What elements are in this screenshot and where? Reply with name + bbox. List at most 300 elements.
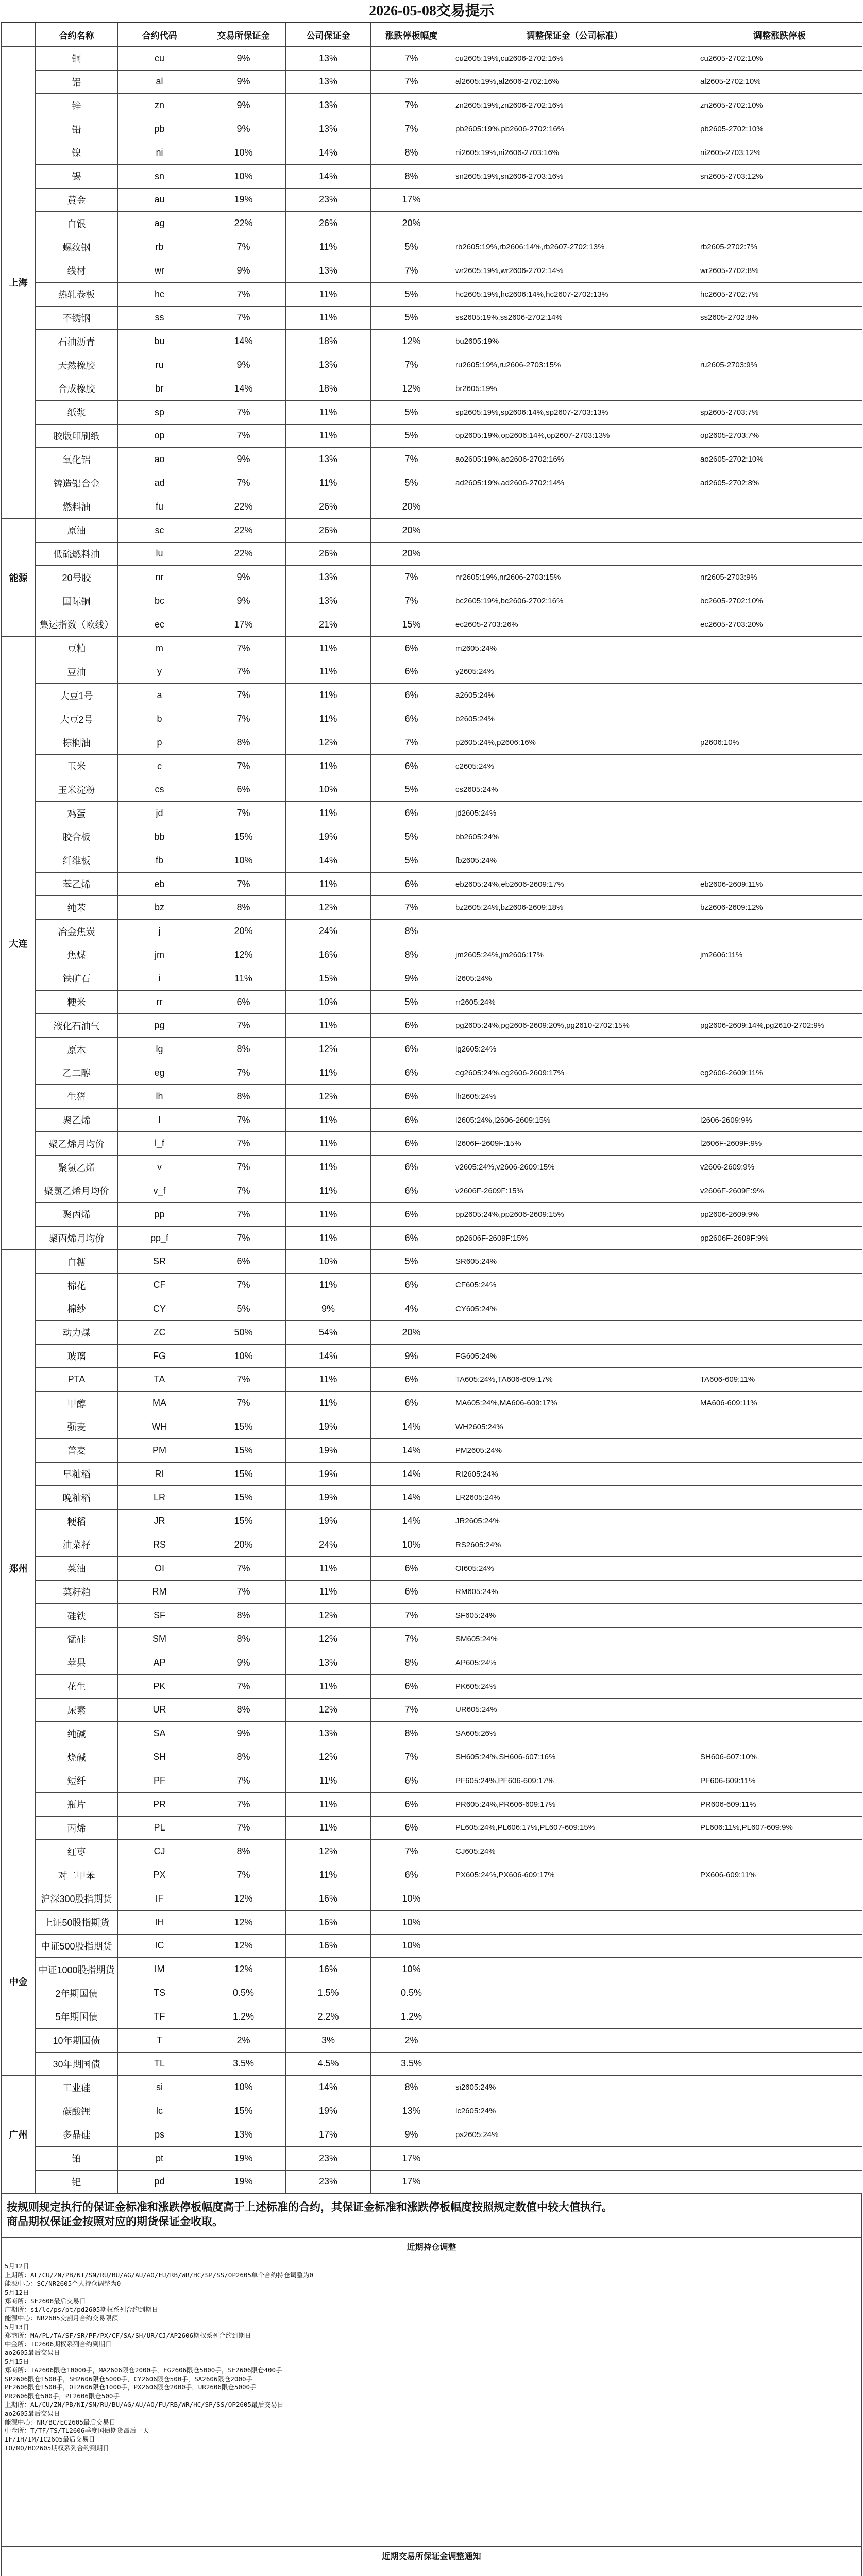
contract-code-cell: cu: [118, 46, 201, 70]
adjusted-margin-cell: sn2605:19%,sn2606-2703:16%: [452, 164, 697, 188]
exchange-margin-cell: 7%: [201, 1674, 286, 1698]
adjusted-margin-cell: v2606F-2609F:15%: [452, 1179, 697, 1203]
contract-name-cell: 沪深300股指期货: [36, 1887, 118, 1910]
company-margin-cell: 11%: [286, 282, 371, 306]
contract-code-cell: sc: [118, 518, 201, 542]
header-adjusted-margin: 调整保证金（公司标准）: [452, 23, 697, 47]
contract-name-cell: 锰硅: [36, 1628, 118, 1651]
contract-name-cell: 棕榈油: [36, 731, 118, 754]
adjusted-margin-cell: jd2605:24%: [452, 802, 697, 825]
adjusted-margin-cell: [452, 1981, 697, 2005]
contract-code-cell: zn: [118, 94, 201, 117]
contract-name-cell: 燃料油: [36, 495, 118, 518]
contract-code-cell: pd: [118, 2170, 201, 2194]
contract-code-cell: CY: [118, 1297, 201, 1321]
adjusted-limit-cell: pg2606-2609:14%,pg2610-2702:9%: [697, 1014, 862, 1038]
contract-name-cell: 不锈钢: [36, 306, 118, 330]
adjusted-limit-cell: op2605-2703:7%: [697, 424, 862, 448]
company-margin-cell: 24%: [286, 920, 371, 943]
limit-range-cell: 8%: [371, 164, 452, 188]
exchange-margin-cell: 8%: [201, 1084, 286, 1108]
contract-name-cell: 玉米: [36, 754, 118, 778]
contract-name-cell: 豆油: [36, 660, 118, 684]
contract-code-cell: T: [118, 2028, 201, 2052]
limit-range-cell: 6%: [371, 684, 452, 707]
adjusted-margin-cell: [452, 2146, 697, 2170]
adjusted-margin-cell: FG605:24%: [452, 1344, 697, 1368]
adjusted-limit-cell: sp2605-2703:7%: [697, 400, 862, 424]
exchange-margin-cell: 7%: [201, 1156, 286, 1179]
limit-range-cell: 9%: [371, 1344, 452, 1368]
limit-range-cell: 6%: [371, 1084, 452, 1108]
limit-range-cell: 5%: [371, 1250, 452, 1274]
contract-name-cell: 尿素: [36, 1698, 118, 1722]
company-margin-cell: 11%: [286, 707, 371, 731]
limit-range-cell: 7%: [371, 1840, 452, 1863]
company-margin-cell: 11%: [286, 1202, 371, 1226]
limit-range-cell: 6%: [371, 660, 452, 684]
adjusted-limit-cell: rb2605-2702:7%: [697, 235, 862, 259]
contract-code-cell: br: [118, 377, 201, 400]
contract-name-cell: 聚乙烯: [36, 1108, 118, 1132]
company-margin-cell: 1.5%: [286, 1981, 371, 2005]
table-row: [2, 1722, 862, 1745]
adjusted-limit-cell: PL606:11%,PL607-609:9%: [697, 1816, 862, 1840]
contract-code-cell: sp: [118, 400, 201, 424]
table-row: [2, 1038, 862, 1061]
adjusted-margin-cell: i2605:24%: [452, 967, 697, 990]
adjusted-margin-cell: [452, 2005, 697, 2028]
table-row: [2, 1415, 862, 1439]
company-margin-cell: 12%: [286, 896, 371, 920]
limit-range-cell: 20%: [371, 542, 452, 566]
table-row: [2, 448, 862, 471]
company-margin-cell: 11%: [286, 1556, 371, 1580]
exchange-margin-cell: 17%: [201, 613, 286, 636]
table-row: [2, 1981, 862, 2005]
company-margin-cell: 26%: [286, 518, 371, 542]
exchange-margin-cell: 7%: [201, 400, 286, 424]
table-row: [2, 2052, 862, 2076]
contract-name-cell: 锡: [36, 164, 118, 188]
table-row: [2, 778, 862, 802]
company-margin-cell: 13%: [286, 589, 371, 613]
limit-range-cell: 8%: [371, 1651, 452, 1674]
company-margin-cell: 10%: [286, 1250, 371, 1274]
exchange-margin-cell: 20%: [201, 1533, 286, 1557]
adjusted-limit-cell: [697, 1533, 862, 1557]
adjusted-limit-cell: [697, 920, 862, 943]
company-margin-cell: 19%: [286, 1438, 371, 1462]
limit-range-cell: 20%: [371, 518, 452, 542]
exchange-margin-cell: 20%: [201, 920, 286, 943]
adjusted-limit-cell: [697, 1250, 862, 1274]
contract-name-cell: 乙二醇: [36, 1061, 118, 1085]
contract-code-cell: ss: [118, 306, 201, 330]
contract-name-cell: 焦煤: [36, 943, 118, 967]
contract-name-cell: 天然橡胶: [36, 353, 118, 377]
adjusted-margin-cell: b2605:24%: [452, 707, 697, 731]
adjusted-limit-cell: [697, 2099, 862, 2123]
adjusted-limit-cell: MA606-609:11%: [697, 1392, 862, 1415]
contract-name-cell: 玉米淀粉: [36, 778, 118, 802]
table-row: [2, 2028, 862, 2052]
exchange-margin-cell: 7%: [201, 1792, 286, 1816]
contract-name-cell: 生猪: [36, 1084, 118, 1108]
contract-name-cell: 铅: [36, 117, 118, 141]
company-margin-cell: 13%: [286, 259, 371, 282]
exchange-margin-cell: 19%: [201, 2170, 286, 2194]
table-row: [2, 2099, 862, 2123]
contract-name-cell: 菜油: [36, 1556, 118, 1580]
adjusted-margin-cell: sp2605:19%,sp2606:14%,sp2607-2703:13%: [452, 400, 697, 424]
contract-name-cell: 纸浆: [36, 400, 118, 424]
limit-range-cell: 6%: [371, 802, 452, 825]
adjusted-margin-cell: WH2605:24%: [452, 1415, 697, 1439]
exchange-margin-cell: 15%: [201, 825, 286, 849]
adjusted-margin-cell: ad2605:19%,ad2606-2702:14%: [452, 471, 697, 495]
contract-name-cell: 铝: [36, 70, 118, 94]
adjusted-limit-cell: ad2605-2702:8%: [697, 471, 862, 495]
limit-range-cell: 7%: [371, 117, 452, 141]
table-row: [2, 70, 862, 94]
contract-name-cell: 大豆2号: [36, 707, 118, 731]
exchange-margin-cell: 7%: [201, 872, 286, 896]
adjusted-margin-cell: bu2605:19%: [452, 330, 697, 353]
table-row: [2, 1887, 862, 1910]
limit-range-cell: 6%: [371, 1769, 452, 1792]
adjusted-margin-cell: wr2605:19%,wr2606-2702:14%: [452, 259, 697, 282]
contract-code-cell: a: [118, 684, 201, 707]
adjusted-limit-cell: [697, 1486, 862, 1510]
contract-code-cell: c: [118, 754, 201, 778]
header-contract-code: 合约代码: [118, 23, 201, 47]
contract-code-cell: RS: [118, 1533, 201, 1557]
company-margin-cell: 19%: [286, 1486, 371, 1510]
company-margin-cell: 19%: [286, 1510, 371, 1533]
exchange-margin-cell: 7%: [201, 802, 286, 825]
contract-name-cell: 聚丙烯月均价: [36, 1226, 118, 1250]
company-margin-cell: 13%: [286, 353, 371, 377]
contract-name-cell: 菜籽粕: [36, 1580, 118, 1604]
limit-range-cell: 5%: [371, 990, 452, 1014]
adjusted-limit-cell: [697, 636, 862, 660]
adjusted-limit-cell: [697, 1297, 862, 1321]
adjusted-margin-cell: CY605:24%: [452, 1297, 697, 1321]
company-margin-cell: 18%: [286, 377, 371, 400]
exchange-margin-cell: 10%: [201, 1344, 286, 1368]
limit-range-cell: 5%: [371, 778, 452, 802]
limit-range-cell: 7%: [371, 353, 452, 377]
company-margin-cell: 24%: [286, 1533, 371, 1557]
table-row: [2, 684, 862, 707]
limit-range-cell: 7%: [371, 448, 452, 471]
table-row: [2, 1392, 862, 1415]
company-margin-cell: 16%: [286, 943, 371, 967]
contract-code-cell: bb: [118, 825, 201, 849]
limit-range-cell: 5%: [371, 471, 452, 495]
contract-code-cell: PR: [118, 1792, 201, 1816]
adjusted-limit-cell: [697, 1604, 862, 1628]
limit-range-cell: 9%: [371, 2123, 452, 2146]
limit-range-cell: 5%: [371, 424, 452, 448]
adjusted-margin-cell: ec2605-2703:26%: [452, 613, 697, 636]
company-margin-cell: 14%: [286, 164, 371, 188]
exchange-margin-cell: 2%: [201, 2028, 286, 2052]
adjusted-limit-cell: PF606-609:11%: [697, 1769, 862, 1792]
limit-range-cell: 8%: [371, 1722, 452, 1745]
table-row: [2, 1462, 862, 1486]
table-row: [2, 613, 862, 636]
company-margin-cell: 11%: [286, 1674, 371, 1698]
adjusted-limit-cell: [697, 2052, 862, 2076]
adjusted-limit-cell: [697, 2146, 862, 2170]
contract-name-cell: 铁矿石: [36, 967, 118, 990]
limit-range-cell: 10%: [371, 1533, 452, 1557]
table-row: [2, 1202, 862, 1226]
contract-name-cell: PTA: [36, 1368, 118, 1392]
exchange-margin-cell: 5%: [201, 1297, 286, 1321]
limit-range-cell: 5%: [371, 235, 452, 259]
adjusted-limit-cell: [697, 1651, 862, 1674]
adjusted-limit-cell: [697, 330, 862, 353]
table-row: [2, 1297, 862, 1321]
adjusted-margin-cell: RM605:24%: [452, 1580, 697, 1604]
limit-range-cell: 4%: [371, 1297, 452, 1321]
company-margin-cell: 18%: [286, 330, 371, 353]
company-margin-cell: 13%: [286, 1722, 371, 1745]
company-margin-cell: 12%: [286, 1038, 371, 1061]
recent-margin-body: [1, 2567, 862, 2576]
table-row: [2, 542, 862, 566]
contract-code-cell: bu: [118, 330, 201, 353]
contract-code-cell: TA: [118, 1368, 201, 1392]
exchange-margin-cell: 9%: [201, 448, 286, 471]
adjusted-limit-cell: pb2605-2702:10%: [697, 117, 862, 141]
adjusted-limit-cell: [697, 542, 862, 566]
contract-name-cell: 中证500股指期货: [36, 1934, 118, 1958]
adjusted-margin-cell: SH605:24%,SH606-607:16%: [452, 1745, 697, 1769]
adjusted-margin-cell: ru2605:19%,ru2606-2703:15%: [452, 353, 697, 377]
company-margin-cell: 11%: [286, 1156, 371, 1179]
header-contract-name: 合约名称: [36, 23, 118, 47]
header-exchange-margin: 交易所保证金: [201, 23, 286, 47]
table-row: [2, 636, 862, 660]
company-margin-cell: 11%: [286, 1179, 371, 1203]
recent-margin-title: 近期交易所保证金调整通知: [1, 2547, 862, 2567]
limit-range-cell: 6%: [371, 1061, 452, 1085]
adjusted-limit-cell: [697, 1462, 862, 1486]
limit-range-cell: 10%: [371, 1958, 452, 1981]
adjusted-limit-cell: [697, 1580, 862, 1604]
contract-code-cell: lh: [118, 1084, 201, 1108]
adjusted-limit-cell: [697, 2123, 862, 2146]
table-row: [2, 1510, 862, 1533]
exchange-margin-cell: 9%: [201, 70, 286, 94]
contract-name-cell: 镍: [36, 141, 118, 164]
exchange-margin-cell: 12%: [201, 943, 286, 967]
limit-range-cell: 3.5%: [371, 2052, 452, 2076]
contract-name-cell: 锌: [36, 94, 118, 117]
exchange-margin-cell: 7%: [201, 1061, 286, 1085]
exchange-cell: 大连: [2, 636, 36, 1250]
adjusted-margin-cell: RS2605:24%: [452, 1533, 697, 1557]
contract-name-cell: 纯苯: [36, 896, 118, 920]
exchange-margin-cell: 7%: [201, 684, 286, 707]
company-margin-cell: 19%: [286, 1462, 371, 1486]
limit-range-cell: 17%: [371, 2146, 452, 2170]
contract-name-cell: 硅铁: [36, 1604, 118, 1628]
adjusted-limit-cell: [697, 2005, 862, 2028]
exchange-margin-cell: 6%: [201, 778, 286, 802]
adjusted-margin-cell: UR605:24%: [452, 1698, 697, 1722]
adjusted-limit-cell: pp2606-2609:9%: [697, 1202, 862, 1226]
exchange-margin-cell: 7%: [201, 1816, 286, 1840]
adjusted-margin-cell: cu2605:19%,cu2606-2702:16%: [452, 46, 697, 70]
table-header-row: [2, 23, 862, 47]
table-row: [2, 1250, 862, 1274]
company-margin-cell: 11%: [286, 1226, 371, 1250]
table-row: [2, 872, 862, 896]
exchange-margin-cell: 8%: [201, 1840, 286, 1863]
adjusted-margin-cell: c2605:24%: [452, 754, 697, 778]
adjusted-limit-cell: [697, 212, 862, 235]
exchange-margin-cell: 7%: [201, 1368, 286, 1392]
contract-name-cell: 油菜籽: [36, 1533, 118, 1557]
contract-code-cell: jd: [118, 802, 201, 825]
limit-range-cell: 7%: [371, 566, 452, 589]
table-row: [2, 660, 862, 684]
table-row: [2, 330, 862, 353]
limit-range-cell: 7%: [371, 1628, 452, 1651]
table-row: [2, 1084, 862, 1108]
adjusted-margin-cell: JR2605:24%: [452, 1510, 697, 1533]
exchange-margin-cell: 22%: [201, 518, 286, 542]
contract-code-cell: PL: [118, 1816, 201, 1840]
company-margin-cell: 15%: [286, 967, 371, 990]
adjusted-limit-cell: hc2605-2702:7%: [697, 282, 862, 306]
adjusted-limit-cell: [697, 1344, 862, 1368]
contract-name-cell: 白糖: [36, 1250, 118, 1274]
contract-name-cell: 聚丙烯: [36, 1202, 118, 1226]
contract-name-cell: 大豆1号: [36, 684, 118, 707]
adjusted-margin-cell: PF605:24%,PF606-609:17%: [452, 1769, 697, 1792]
exchange-margin-cell: 7%: [201, 754, 286, 778]
company-margin-cell: 11%: [286, 1792, 371, 1816]
company-margin-cell: 23%: [286, 2170, 371, 2194]
table-row: [2, 141, 862, 164]
limit-range-cell: 6%: [371, 1792, 452, 1816]
table-row: [2, 1792, 862, 1816]
adjusted-margin-cell: [452, 212, 697, 235]
company-margin-cell: 13%: [286, 94, 371, 117]
adjusted-margin-cell: SA605:26%: [452, 1722, 697, 1745]
limit-range-cell: 10%: [371, 1910, 452, 1934]
contract-name-cell: 晚籼稻: [36, 1486, 118, 1510]
company-margin-cell: 16%: [286, 1910, 371, 1934]
adjusted-margin-cell: [452, 188, 697, 212]
contract-code-cell: i: [118, 967, 201, 990]
contract-code-cell: eb: [118, 872, 201, 896]
contract-code-cell: TF: [118, 2005, 201, 2028]
adjusted-limit-cell: [697, 849, 862, 872]
exchange-margin-cell: 10%: [201, 2076, 286, 2099]
exchange-margin-cell: 22%: [201, 542, 286, 566]
table-row: [2, 259, 862, 282]
company-margin-cell: 11%: [286, 754, 371, 778]
table-row: [2, 282, 862, 306]
table-row: [2, 2170, 862, 2194]
exchange-margin-cell: 15%: [201, 1510, 286, 1533]
limit-range-cell: 5%: [371, 282, 452, 306]
exchange-margin-cell: 7%: [201, 1108, 286, 1132]
table-row: [2, 1863, 862, 1887]
adjusted-margin-cell: fb2605:24%: [452, 849, 697, 872]
adjusted-limit-cell: [697, 2076, 862, 2099]
adjusted-limit-cell: [697, 990, 862, 1014]
table-row: [2, 1014, 862, 1038]
exchange-margin-cell: 7%: [201, 424, 286, 448]
exchange-margin-cell: 9%: [201, 259, 286, 282]
contract-code-cell: pp_f: [118, 1226, 201, 1250]
adjusted-limit-cell: [697, 1556, 862, 1580]
adjusted-limit-cell: [697, 1887, 862, 1910]
exchange-margin-cell: 7%: [201, 1274, 286, 1297]
adjusted-limit-cell: ec2605-2703:20%: [697, 613, 862, 636]
adjusted-margin-cell: OI605:24%: [452, 1556, 697, 1580]
exchange-margin-cell: 15%: [201, 1486, 286, 1510]
header-adjusted-limit: 调整涨跌停板: [697, 23, 862, 47]
adjusted-limit-cell: [697, 1698, 862, 1722]
adjusted-margin-cell: p2605:24%,p2606:16%: [452, 731, 697, 754]
adjusted-limit-cell: [697, 778, 862, 802]
table-row: [2, 825, 862, 849]
adjusted-limit-cell: ao2605-2702:10%: [697, 448, 862, 471]
adjusted-margin-cell: bb2605:24%: [452, 825, 697, 849]
contract-code-cell: lg: [118, 1038, 201, 1061]
adjusted-limit-cell: wr2605-2702:8%: [697, 259, 862, 282]
exchange-margin-cell: 6%: [201, 1250, 286, 1274]
limit-range-cell: 6%: [371, 1274, 452, 1297]
contract-name-cell: 2年期国债: [36, 1981, 118, 2005]
contract-code-cell: pp: [118, 1202, 201, 1226]
contract-name-cell: 聚氯乙烯月均价: [36, 1179, 118, 1203]
limit-range-cell: 6%: [371, 1179, 452, 1203]
company-margin-cell: 11%: [286, 1863, 371, 1887]
table-row: [2, 920, 862, 943]
contract-name-cell: 纯碱: [36, 1722, 118, 1745]
adjusted-limit-cell: jm2606:11%: [697, 943, 862, 967]
company-margin-cell: 11%: [286, 1769, 371, 1792]
exchange-margin-cell: 7%: [201, 471, 286, 495]
company-margin-cell: 12%: [286, 1698, 371, 1722]
table-row: [2, 1628, 862, 1651]
adjusted-margin-cell: jm2605:24%,jm2606:17%: [452, 943, 697, 967]
contract-code-cell: b: [118, 707, 201, 731]
adjusted-margin-cell: SF605:24%: [452, 1604, 697, 1628]
adjusted-limit-cell: eg2606-2609:11%: [697, 1061, 862, 1085]
table-row: [2, 566, 862, 589]
adjusted-margin-cell: CF605:24%: [452, 1274, 697, 1297]
contract-name-cell: 花生: [36, 1674, 118, 1698]
limit-range-cell: 6%: [371, 1226, 452, 1250]
adjusted-limit-cell: [697, 1722, 862, 1745]
adjusted-margin-cell: SM605:24%: [452, 1628, 697, 1651]
adjusted-limit-cell: cu2605-2702:10%: [697, 46, 862, 70]
contract-name-cell: 玻璃: [36, 1344, 118, 1368]
contract-code-cell: ZC: [118, 1320, 201, 1344]
contract-name-cell: 棉花: [36, 1274, 118, 1297]
